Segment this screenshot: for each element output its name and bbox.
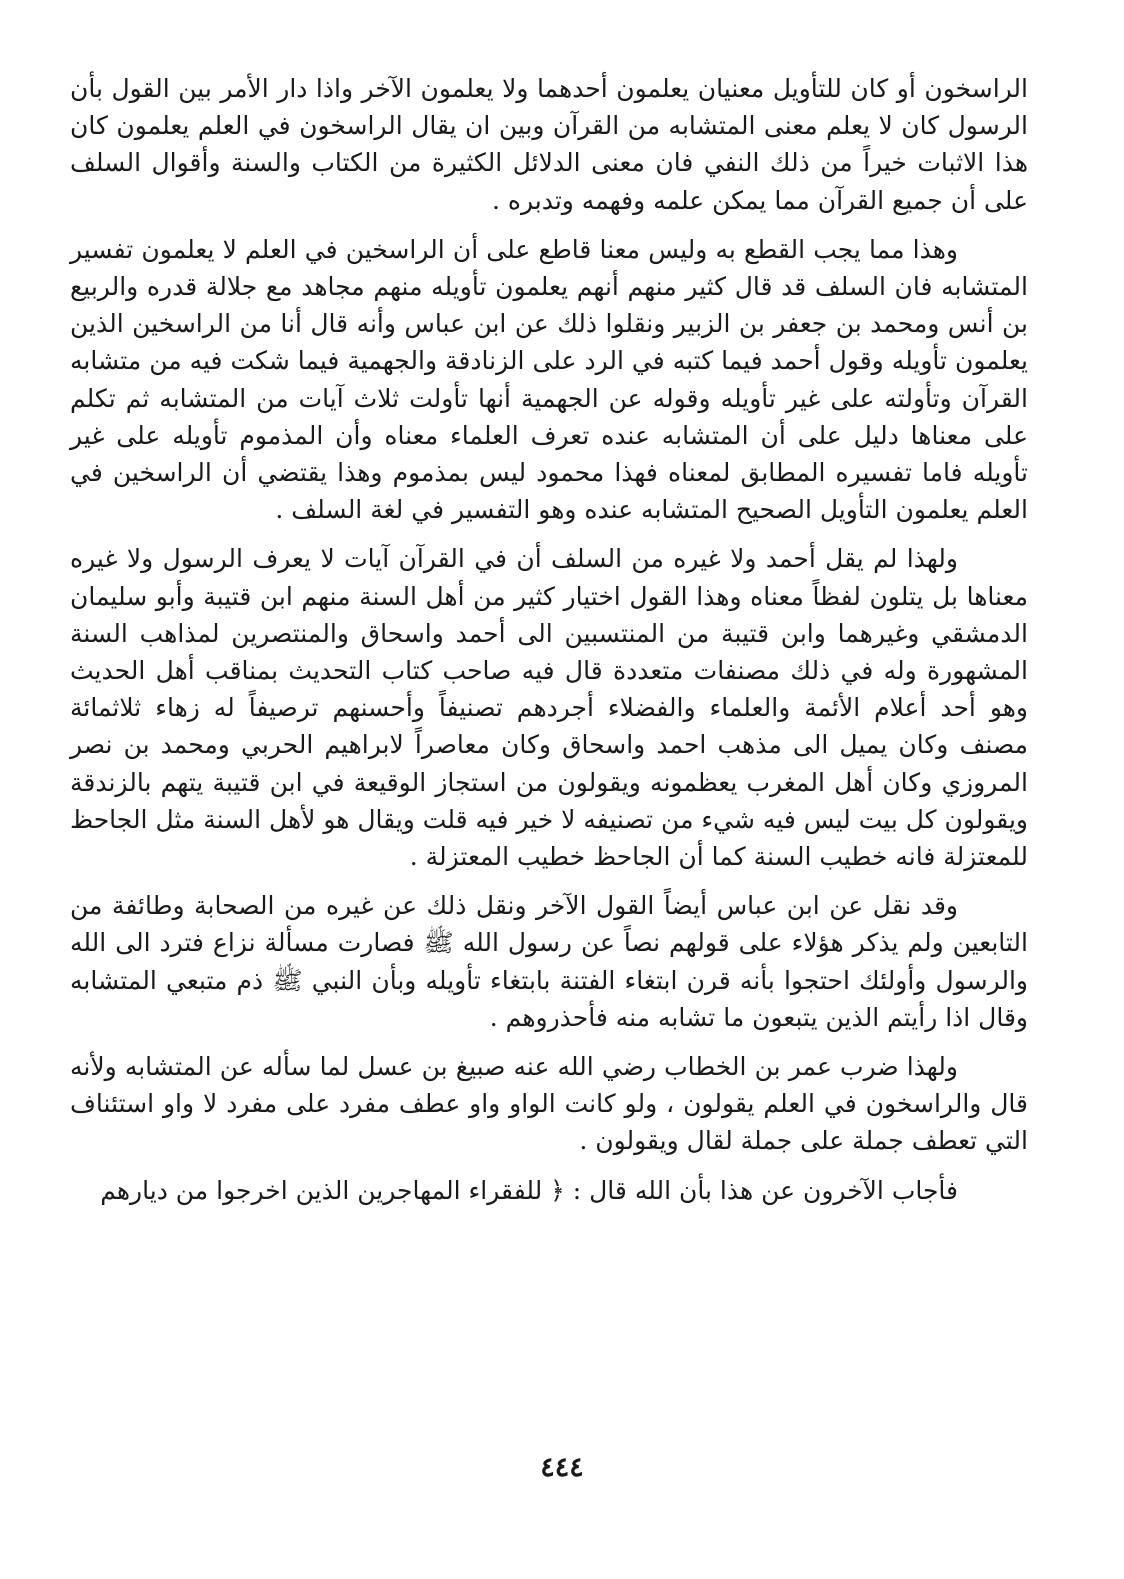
paragraph-5: ولهذا ضرب عمر بن الخطاب رضي الله عنه صبيغ بن عسل لما سأله عن المتشابه ولأنه قال والراسخون في العلم يقولون ، ولو كانت الواو واو عطف مفرد على مفرد لا واو استئناف التي تعطف جملة على جملة لقال ويقولون .: [70, 1052, 1028, 1156]
paragraph-6: فأجاب الآخرون عن هذا بأن الله قال : ﴿ للفقراء المهاجرين الذين اخرجوا من ديارهم: [100, 1175, 958, 1205]
paragraph-1: الراسخون أو كان للتأويل معنيان يعلمون أحدهما ولا يعلمون الآخر واذا دار الأمر بين القول بأن الرسول كان لا يعلم معنى المتشابه من القرآن وبين ان يقال الراسخون في العلم يعلمون كان هذا الاثبات خيراً من ذلك النفي فان معنى الدلائل الكثيرة من الكتاب والسنة وأقوال السلف على أن جميع القرآن مما يمكن علمه وفهمه وتدبره .: [70, 74, 1028, 215]
paragraph-4: وقد نقل عن ابن عباس أيضاً القول الآخر ونقل ذلك عن غيره من الصحابة وطائفة من التابعين ولم يذكر هؤلاء على قولهم نصاً عن رسول الله ﷺ فصارت مسألة نزاع فترد الى الله والرسول وأولئك احتجوا بأنه قرن ابتغاء الفتنة بابتغاء تأويله وبأن النبي ﷺ ذم متبعي المتشابه وقال اذا رأيتم الذين يتبعون ما تشابه منه فأحذروهم .: [70, 891, 1028, 1032]
paragraph-3: ولهذا لم يقل أحمد ولا غيره من السلف أن في القرآن آيات لا يعرف الرسول ولا غيره معناها بل يتلون لفظاً معناه وهذا القول اختيار كثير من أهل السنة منهم ابن قتيبة وأبو سليمان الدمشقي وغيرهما وابن قتيبة من المنتسبين الى أحمد واسحاق والمنتصرين لمذاهب السنة المشهورة وله في ذلك مصنفات متعددة قال فيه صاحب كتاب التحديث بمناقب أهل الحديث وهو أحد أعلام الأئمة والعلماء والفضلاء أجردهم تصنيفاً وأحسنهم ترصيفاً له زهاء ثلاثمائة مصنف وكان يميل الى مذهب احمد واسحاق وكان معاصراً لابراهيم الحربي ومحمد بن نصر المروزي وكان أهل المغرب يعظمونه ويقولون من استجاز الوقيعة في ابن قتيبة يتهم بالزندقة ويقولون كل بيت ليس فيه شيء من تصنيفه لا خير فيه قلت ويقال هو لأهل السنة مثل الجاحظ للمعتزلة فانه خطيب السنة كما أن الجاحظ خطيب المعتزلة .: [70, 544, 1028, 872]
paragraph-2: وهذا مما يجب القطع به وليس معنا قاطع على أن الراسخين في العلم لا يعلمون تفسير المتشابه فان السلف قد قال كثير منهم أنهم يعلمون تأويله منهم مجاهد مع جلالة قدره والربيع بن أنس ومحمد بن جعفر بن الزبير ونقلوا ذلك عن ابن عباس وأنه قال أنا من الراسخين الذين يعلمون تأويله وقول أحمد فيما كتبه في الرد على الزنادقة والجهمية فيما شكت فيه من متشابه القرآن وتأولته على غير تأويله وقوله عن الجهمية أنها تأولت ثلاث آيات من المتشابه ثم تكلم على معناها دليل على أن المتشابه عنده تعرف العلماء معناه وأن المذموم تأويله على غير تأويله فاما تفسيره المطابق لمعناه فهذا محمود ليس بمذموم وهذا يقتضي أن الراسخين في العلم يعلمون التأويل الصحيح المتشابه عنده وهو التفسير في لغة السلف .: [70, 234, 1028, 525]
document-body: [70, 70, 1028, 1221]
page-number: ٤٤٤: [540, 1452, 584, 1483]
